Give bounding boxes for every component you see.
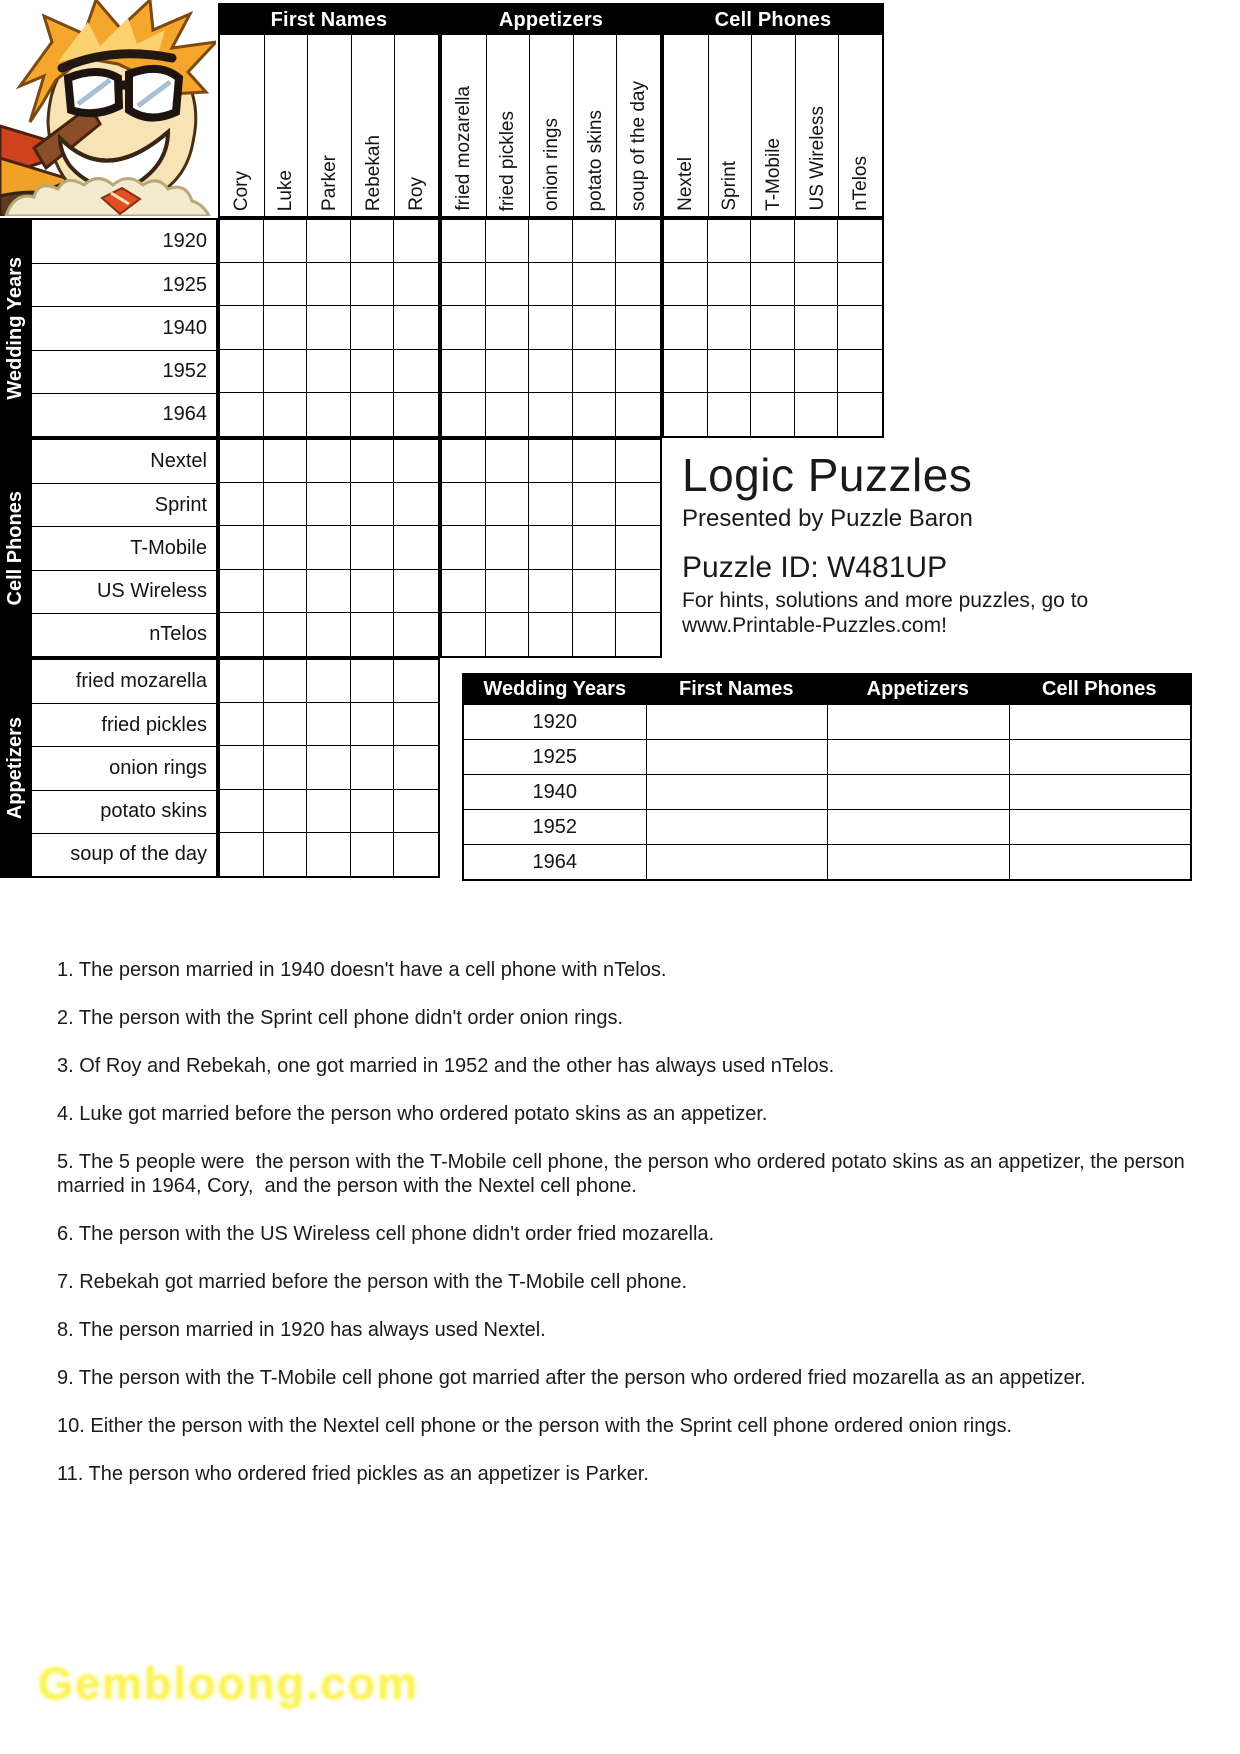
grid-cell[interactable] (664, 263, 708, 306)
clue-item: 1. The person married in 1940 doesn't have a cell phone with nTelos. (57, 959, 667, 981)
grid-cell[interactable] (573, 483, 617, 526)
grid-cell[interactable] (264, 263, 308, 306)
answer-blank-cell[interactable] (646, 775, 828, 809)
column-label: fried pickles (497, 110, 519, 211)
answer-blank-cell[interactable] (827, 810, 1009, 844)
clue-item: 7. Rebekah got married before the person with the T-Mobile cell phone. (57, 1271, 687, 1293)
clue-item: 10. Either the person with the Nextel cell phone or the person with the Sprint cell phone ordered onion rings. (57, 1415, 1013, 1437)
grid-cell[interactable] (616, 350, 660, 393)
grid-cell[interactable] (529, 440, 573, 483)
cell-grid-band2-group0 (218, 658, 440, 878)
row-group-band-1 (0, 438, 30, 658)
cell-grid-band0-group0 (218, 218, 440, 438)
grid-cell[interactable] (394, 746, 438, 789)
grid-cell[interactable] (751, 350, 795, 393)
clue-item: 4. Luke got married before the person who ordered potato skins as an appetizer. (57, 1103, 768, 1125)
column-label: nTelos (850, 156, 872, 211)
column-group-header: Cell Phones (664, 5, 882, 35)
grid-cell[interactable] (307, 570, 351, 613)
grid-cell[interactable] (394, 526, 438, 569)
column-label-cell (708, 35, 752, 216)
column-label-cell (307, 35, 351, 216)
column-group-2 (662, 3, 884, 218)
watermark: Gembloong.com (38, 1658, 420, 1709)
grid-cell[interactable] (708, 220, 752, 263)
cell-grid-band0-group1 (440, 218, 662, 438)
column-label-cell (486, 35, 530, 216)
grid-cell[interactable] (486, 570, 530, 613)
grid-cell[interactable] (220, 526, 264, 569)
row-label: soup of the day (32, 833, 216, 876)
column-label-cell (616, 35, 660, 216)
grid-cell[interactable] (573, 220, 617, 263)
grid-cell[interactable] (795, 220, 839, 263)
grid-cell[interactable] (264, 350, 308, 393)
grid-cell[interactable] (351, 263, 395, 306)
column-label-cell (351, 35, 395, 216)
grid-cell[interactable] (351, 440, 395, 483)
grid-cell[interactable] (573, 570, 617, 613)
grid-cell[interactable] (220, 613, 264, 656)
clue-item: 3. Of Roy and Rebekah, one got married in 1952 and the other has always used nTelos. (57, 1055, 835, 1077)
answer-blank-cell[interactable] (827, 740, 1009, 774)
grid-cell[interactable] (264, 790, 308, 833)
grid-cell[interactable] (351, 526, 395, 569)
answer-blank-cell[interactable] (646, 740, 828, 774)
grid-cell[interactable] (838, 350, 882, 393)
grid-cell[interactable] (616, 220, 660, 263)
grid-cell[interactable] (616, 570, 660, 613)
answer-year-cell: 1925 (532, 745, 577, 768)
grid-cell[interactable] (394, 790, 438, 833)
column-label: Parker (318, 155, 340, 211)
grid-cell[interactable] (394, 483, 438, 526)
grid-cell[interactable] (220, 790, 264, 833)
grid-cell[interactable] (664, 306, 708, 349)
grid-cell[interactable] (394, 440, 438, 483)
grid-cell[interactable] (394, 613, 438, 656)
grid-cell[interactable] (664, 220, 708, 263)
answer-header-cell: First Names (679, 678, 794, 700)
grid-cell[interactable] (664, 350, 708, 393)
grid-cell[interactable] (442, 440, 486, 483)
grid-cell[interactable] (486, 526, 530, 569)
clue-item: 6. The person with the US Wireless cell phone didn't order fried mozarella. (57, 1223, 715, 1245)
grid-cell[interactable] (795, 350, 839, 393)
column-label: soup of the day (628, 81, 650, 211)
grid-cell[interactable] (220, 350, 264, 393)
grid-cell[interactable] (616, 306, 660, 349)
grid-cell[interactable] (351, 393, 395, 436)
grid-cell[interactable] (529, 613, 573, 656)
cell-grid-band1-group1 (440, 438, 662, 658)
clue-item: 5. The 5 people were the person with the T-Mobile cell phone, the person who ordered potato skins as an appetizer, the person married in 1964, Cory, and the person with the Nextel cell phone. (57, 1151, 1191, 1197)
column-label: Luke (275, 169, 297, 211)
column-label-cell (751, 35, 795, 216)
grid-cell[interactable] (486, 393, 530, 436)
column-label: potato skins (584, 109, 606, 211)
column-label: US Wireless (806, 106, 828, 211)
row-labels-1 (30, 438, 218, 658)
row-label: onion rings (32, 746, 216, 789)
row-group-label: Appetizers (3, 716, 26, 820)
column-group-header: Appetizers (442, 5, 660, 35)
grid-cell[interactable] (307, 613, 351, 656)
grid-cell[interactable] (442, 570, 486, 613)
answer-year-cell: 1920 (532, 710, 577, 733)
grid-cell[interactable] (264, 483, 308, 526)
answer-header-cell: Appetizers (866, 678, 969, 700)
grid-cell[interactable] (264, 660, 308, 703)
answer-table-row (464, 844, 1190, 879)
answer-blank-cell[interactable] (1009, 775, 1191, 809)
answer-blank-cell[interactable] (827, 775, 1009, 809)
grid-cell[interactable] (394, 703, 438, 746)
grid-cell[interactable] (442, 350, 486, 393)
grid-cell[interactable] (351, 350, 395, 393)
cell-grid-band1-group0 (218, 438, 440, 658)
answer-table (462, 673, 1192, 881)
grid-cell[interactable] (486, 306, 530, 349)
clue-item: 11. The person who ordered fried pickles as an appetizer is Parker. (57, 1463, 649, 1485)
column-group-0 (218, 3, 440, 218)
grid-cell[interactable] (351, 306, 395, 349)
grid-cell[interactable] (442, 263, 486, 306)
grid-cell[interactable] (264, 526, 308, 569)
grid-cell[interactable] (220, 570, 264, 613)
answer-blank-cell[interactable] (646, 845, 828, 879)
page-title: Logic Puzzles (682, 449, 973, 501)
answer-table-row (464, 704, 1190, 739)
grid-cell[interactable] (307, 483, 351, 526)
row-label: 1952 (32, 350, 216, 393)
grid-cell[interactable] (220, 660, 264, 703)
grid-cell[interactable] (264, 833, 308, 876)
grid-cell[interactable] (616, 613, 660, 656)
grid-cell[interactable] (351, 703, 395, 746)
grid-cell[interactable] (708, 350, 752, 393)
grid-cell[interactable] (616, 440, 660, 483)
column-label: Rebekah (362, 134, 384, 211)
grid-cell[interactable] (486, 440, 530, 483)
grid-cell[interactable] (351, 833, 395, 876)
grid-cell[interactable] (795, 263, 839, 306)
grid-cell[interactable] (264, 570, 308, 613)
answer-year-cell: 1952 (532, 815, 577, 838)
grid-cell[interactable] (486, 220, 530, 263)
grid-cell[interactable] (220, 833, 264, 876)
answer-table-row (464, 739, 1190, 774)
grid-cell[interactable] (351, 570, 395, 613)
answer-table-row (464, 809, 1190, 844)
grid-cell[interactable] (307, 306, 351, 349)
answer-blank-cell[interactable] (646, 810, 828, 844)
grid-cell[interactable] (264, 613, 308, 656)
grid-cell[interactable] (307, 263, 351, 306)
column-group-header: First Names (220, 5, 438, 35)
answer-table-header-row (464, 675, 1190, 704)
row-label: 1964 (32, 393, 216, 436)
grid-cell[interactable] (220, 703, 264, 746)
grid-cell[interactable] (264, 440, 308, 483)
grid-cell[interactable] (529, 393, 573, 436)
grid-cell[interactable] (573, 393, 617, 436)
grid-cell[interactable] (573, 306, 617, 349)
row-label: nTelos (32, 613, 216, 656)
grid-cell[interactable] (307, 220, 351, 263)
grid-cell[interactable] (573, 613, 617, 656)
grid-cell[interactable] (708, 393, 752, 436)
grid-cell[interactable] (442, 526, 486, 569)
column-label: onion rings (540, 118, 562, 211)
row-label: fried mozarella (75, 670, 207, 693)
grid-cell[interactable] (394, 220, 438, 263)
row-label: 1940 (32, 306, 216, 349)
row-labels-0 (30, 218, 218, 438)
grid-cell[interactable] (751, 306, 795, 349)
row-label: fried pickles (32, 703, 216, 746)
grid-cell[interactable] (307, 703, 351, 746)
grid-cell[interactable] (529, 483, 573, 526)
answer-year-cell: 1940 (532, 780, 577, 803)
grid-cell[interactable] (442, 393, 486, 436)
grid-cell[interactable] (529, 306, 573, 349)
grid-cell[interactable] (394, 306, 438, 349)
grid-cell[interactable] (264, 306, 308, 349)
grid-cell[interactable] (616, 483, 660, 526)
column-label: Sprint (719, 161, 741, 211)
column-label-cell (442, 35, 486, 216)
grid-cell[interactable] (616, 526, 660, 569)
grid-cell[interactable] (351, 660, 395, 703)
grid-cell[interactable] (307, 790, 351, 833)
grid-cell[interactable] (708, 263, 752, 306)
row-label: potato skins (32, 790, 216, 833)
grid-cell[interactable] (795, 393, 839, 436)
grid-cell[interactable] (307, 393, 351, 436)
grid-cell[interactable] (838, 393, 882, 436)
column-label-cell (529, 35, 573, 216)
grid-cell[interactable] (351, 613, 395, 656)
row-group-band-0 (0, 218, 30, 438)
grid-cell[interactable] (486, 483, 530, 526)
grid-cell[interactable] (573, 526, 617, 569)
grid-cell[interactable] (751, 263, 795, 306)
grid-cell[interactable] (264, 393, 308, 436)
answer-blank-cell[interactable] (1009, 845, 1191, 879)
row-label: US Wireless (32, 570, 216, 613)
mascot-illustration (0, 0, 216, 216)
info-block (682, 448, 1152, 637)
answer-header-cell: Cell Phones (1042, 678, 1157, 700)
grid-cell[interactable] (486, 263, 530, 306)
hint-url: www.Printable-Puzzles.com! (682, 614, 947, 638)
row-label: Nextel (150, 450, 207, 473)
grid-cell[interactable] (307, 660, 351, 703)
grid-cell[interactable] (616, 393, 660, 436)
grid-cell[interactable] (351, 483, 395, 526)
puzzle-id: Puzzle ID: W481UP (682, 551, 948, 584)
column-label-cell (264, 35, 308, 216)
grid-cell[interactable] (351, 746, 395, 789)
grid-cell[interactable] (616, 263, 660, 306)
grid-cell[interactable] (394, 660, 438, 703)
column-label-cell (838, 35, 882, 216)
answer-blank-cell[interactable] (827, 845, 1009, 879)
grid-cell[interactable] (529, 570, 573, 613)
grid-cell[interactable] (394, 393, 438, 436)
grid-cell[interactable] (394, 263, 438, 306)
answer-blank-cell[interactable] (827, 705, 1009, 739)
grid-cell[interactable] (838, 263, 882, 306)
grid-cell[interactable] (664, 393, 708, 436)
grid-cell[interactable] (394, 350, 438, 393)
row-group-band-2 (0, 658, 30, 878)
grid-cell[interactable] (442, 306, 486, 349)
clue-list (57, 958, 1192, 1510)
answer-blank-cell[interactable] (1009, 705, 1191, 739)
grid-cell[interactable] (264, 220, 308, 263)
column-label-cell (573, 35, 617, 216)
grid-cell[interactable] (220, 746, 264, 789)
answer-header-cell: Wedding Years (483, 678, 627, 700)
answer-year-cell: 1964 (532, 850, 577, 873)
grid-cell[interactable] (307, 833, 351, 876)
grid-cell[interactable] (529, 263, 573, 306)
row-group-label: Wedding Years (3, 256, 26, 400)
grid-cell[interactable] (220, 483, 264, 526)
grid-cell[interactable] (394, 570, 438, 613)
grid-cell[interactable] (307, 526, 351, 569)
grid-cell[interactable] (394, 833, 438, 876)
column-label-cell (220, 35, 264, 216)
grid-cell[interactable] (220, 306, 264, 349)
grid-cell[interactable] (573, 263, 617, 306)
grid-cell[interactable] (351, 790, 395, 833)
grid-cell[interactable] (486, 350, 530, 393)
clue-item: 8. The person married in 1920 has always used Nextel. (57, 1319, 546, 1341)
page-subtitle: Presented by Puzzle Baron (682, 505, 973, 532)
grid-cell[interactable] (751, 220, 795, 263)
grid-cell[interactable] (220, 263, 264, 306)
grid-cell[interactable] (442, 220, 486, 263)
grid-cell[interactable] (838, 306, 882, 349)
grid-cell[interactable] (351, 220, 395, 263)
grid-cell[interactable] (307, 350, 351, 393)
column-label: fried mozarella (453, 86, 475, 211)
grid-cell[interactable] (751, 393, 795, 436)
grid-cell[interactable] (529, 220, 573, 263)
grid-cell[interactable] (573, 440, 617, 483)
column-label-cell (795, 35, 839, 216)
grid-cell[interactable] (442, 483, 486, 526)
grid-cell[interactable] (307, 440, 351, 483)
puzzle-baron-mascot-image (0, 0, 216, 216)
grid-cell[interactable] (486, 613, 530, 656)
grid-cell[interactable] (529, 350, 573, 393)
row-label: Sprint (32, 483, 216, 526)
grid-cell[interactable] (573, 350, 617, 393)
row-group-label: Cell Phones (3, 490, 26, 606)
column-label: Roy (406, 177, 428, 211)
grid-cell[interactable] (307, 746, 351, 789)
clue-item: 9. The person with the T-Mobile cell phone got married after the person who ordered fried mozarella as an appetizer. (57, 1367, 1086, 1389)
answer-blank-cell[interactable] (646, 705, 828, 739)
row-label: T-Mobile (32, 526, 216, 569)
grid-cell[interactable] (264, 703, 308, 746)
column-label-cell (664, 35, 708, 216)
clue-item: 2. The person with the Sprint cell phone didn't order onion rings. (57, 1007, 624, 1029)
grid-cell[interactable] (220, 393, 264, 436)
grid-cell[interactable] (442, 613, 486, 656)
grid-cell[interactable] (795, 306, 839, 349)
column-group-1 (440, 3, 662, 218)
column-label: T-Mobile (762, 138, 784, 211)
row-label: 1925 (32, 263, 216, 306)
column-label: Nextel (675, 157, 697, 211)
column-label-cell (394, 35, 438, 216)
column-label: Cory (231, 170, 253, 211)
grid-cell[interactable] (708, 306, 752, 349)
hint-text-line1: For hints, solutions and more puzzles, go to (682, 589, 1089, 612)
grid-cell[interactable] (838, 220, 882, 263)
grid-cell[interactable] (264, 746, 308, 789)
grid-cell[interactable] (529, 526, 573, 569)
answer-blank-cell[interactable] (1009, 810, 1191, 844)
answer-blank-cell[interactable] (1009, 740, 1191, 774)
answer-table-row (464, 774, 1190, 809)
row-labels-2 (30, 658, 218, 878)
row-label: 1920 (162, 230, 207, 253)
grid-cell[interactable] (220, 440, 264, 483)
grid-cell[interactable] (220, 220, 264, 263)
cell-grid-band0-group2 (662, 218, 884, 438)
